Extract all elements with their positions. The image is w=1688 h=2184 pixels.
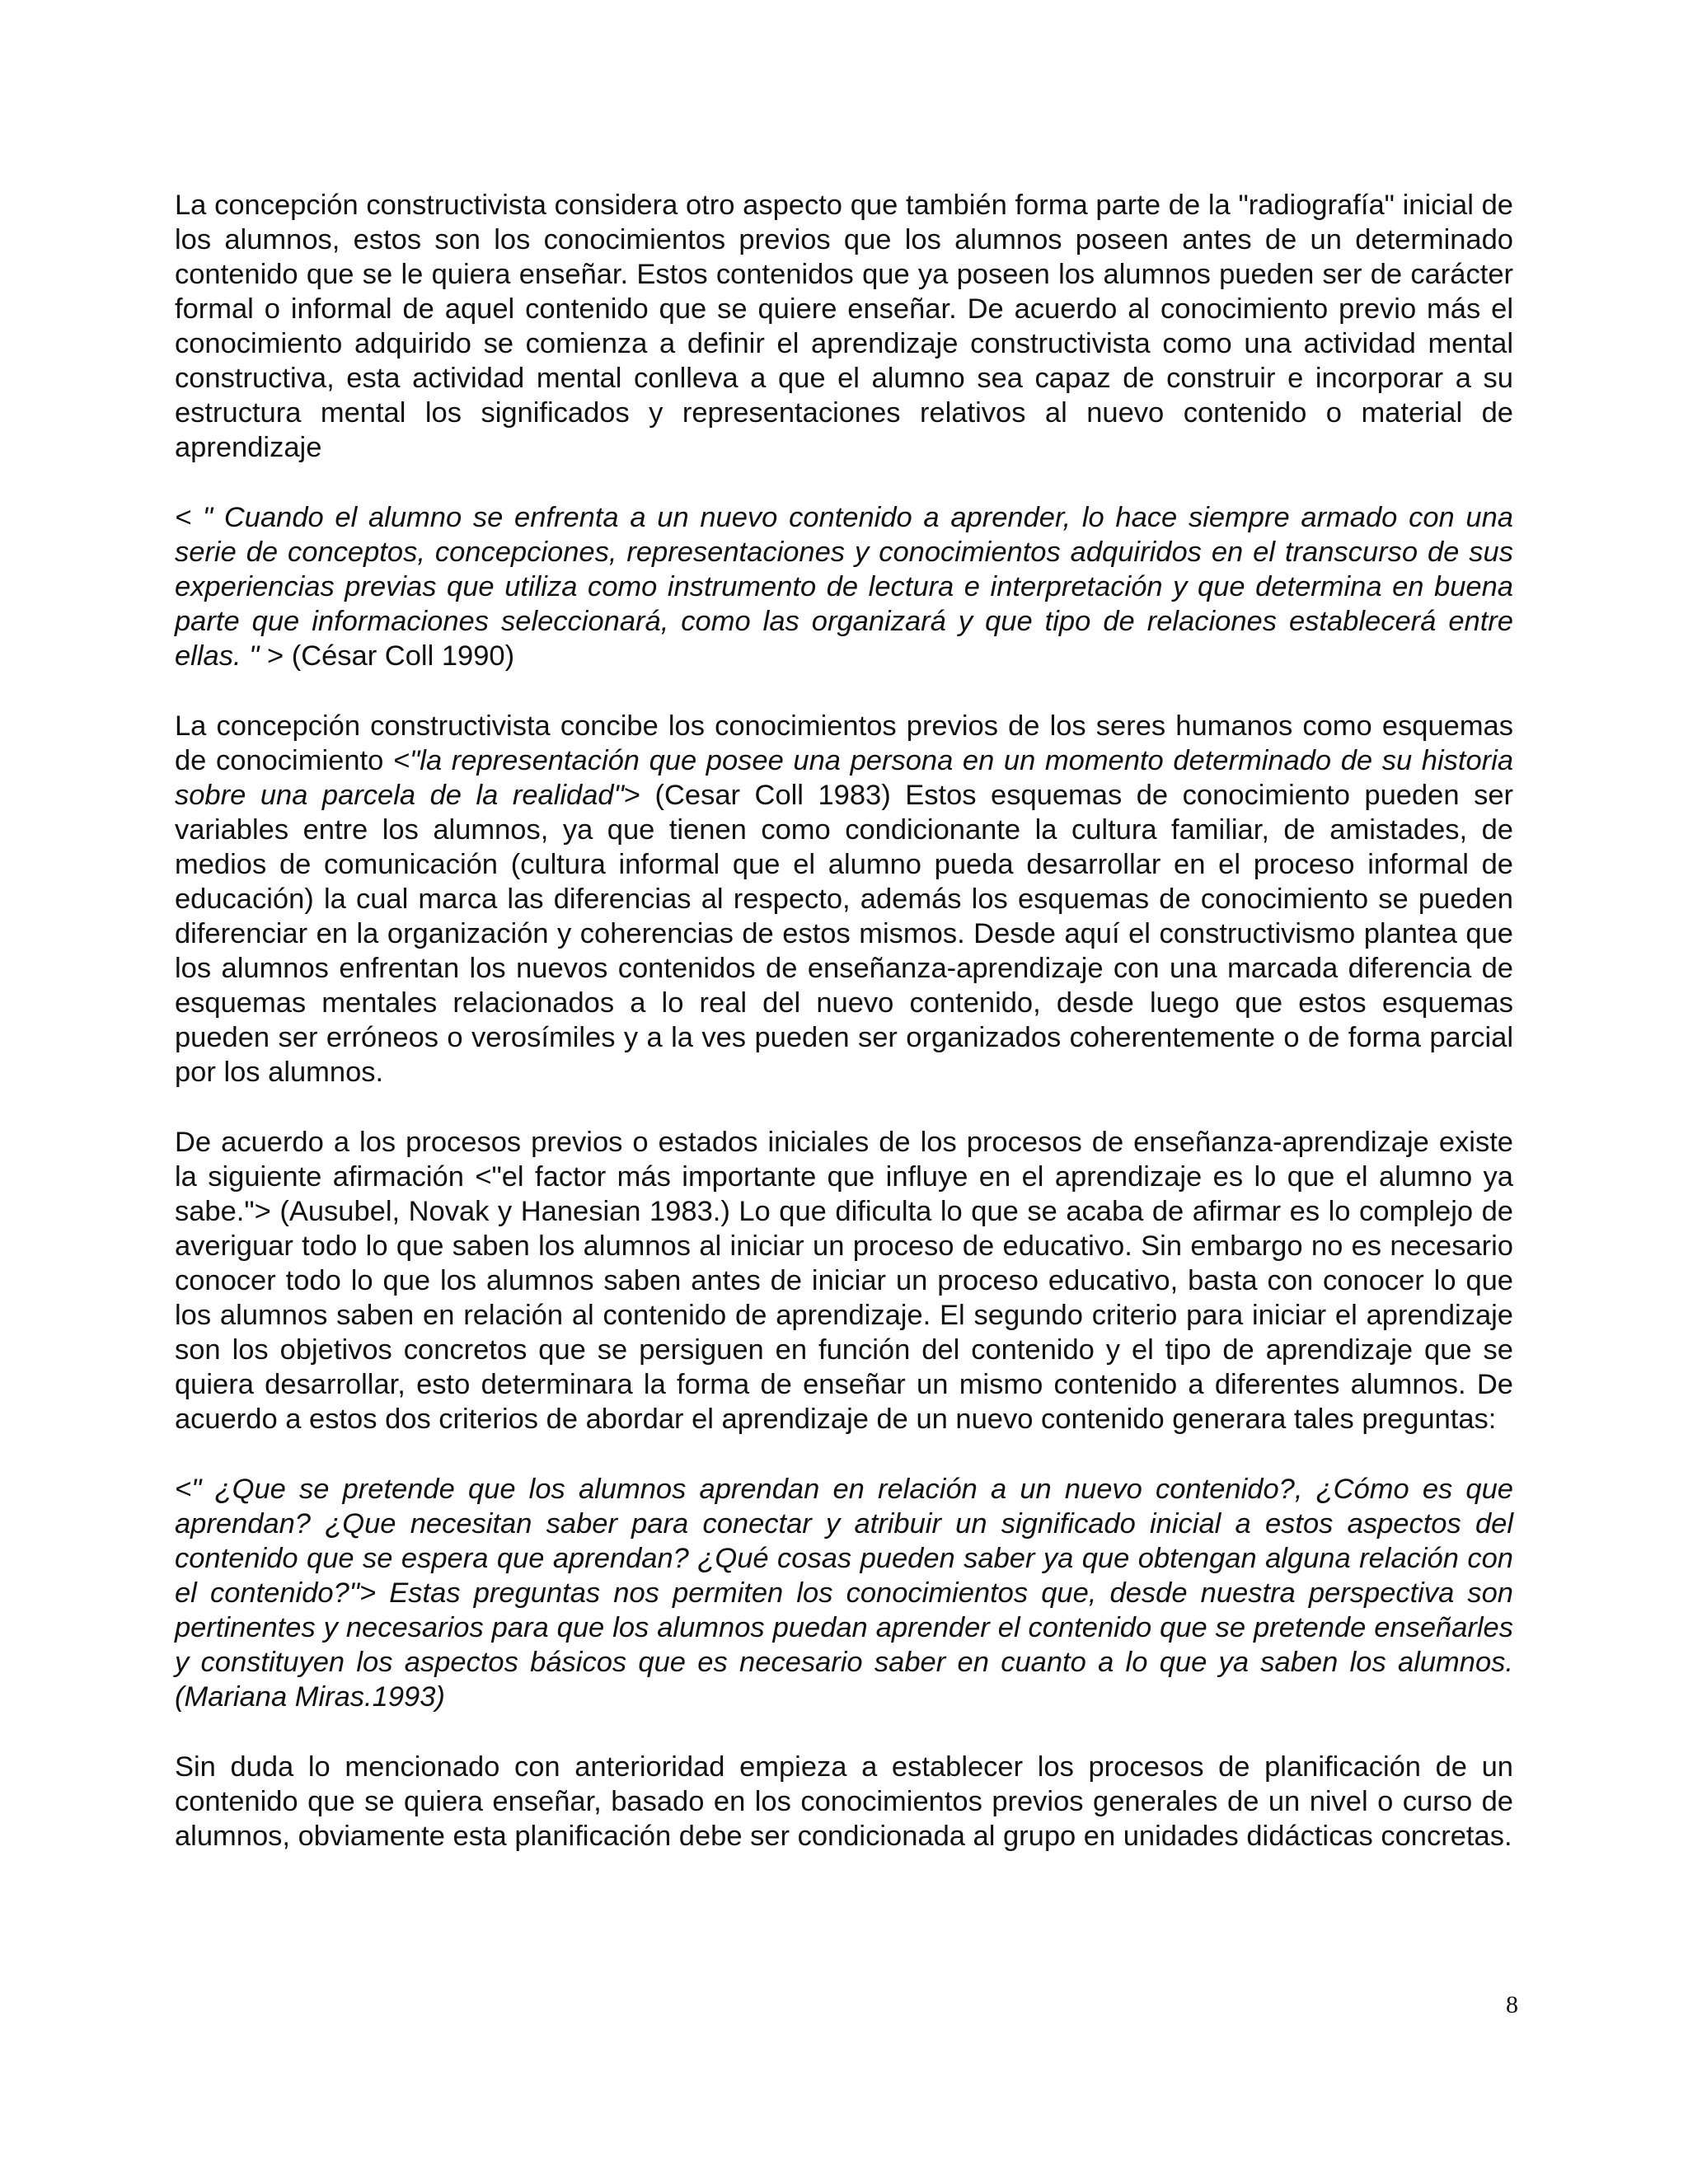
quote-coll-1990: < " Cuando el alumno se enfrenta a un nuevo contenido a aprender, lo hace siempre armado con una serie de conceptos, concepciones, representaciones y conocimientos adquiridos en el transcurso de sus experiencias previas que utiliza como instrumento de lectura e interpretación y que determina en buena parte que informaciones seleccionará, como las organizará y que tipo de relaciones establecerá entre ellas. "	[175, 502, 1513, 672]
page-number: 8	[1506, 1991, 1518, 2018]
citation-coll-1990: > (César Coll 1990)	[266, 640, 515, 672]
paragraph-text-continuation: > (Cesar Coll 1983) Estos esquemas de conocimiento pueden ser variables entre los alumnos, ya que tienen como condicionante la cultura familiar, de amistades, de medios de comunicación (cultura informal que el alumno pueda desarrollar en el proceso informal de educación) la cual marca las diferencias al respecto, además los esquemas de conocimiento se pueden diferenciar en la organización y coherencias de estos mismos. Desde aquí el constructivismo plantea que los alumnos enfrentan los nuevos contenidos de enseñanza-aprendizaje con una marcada diferencia de esquemas mentales relacionados a lo real del nuevo contenido, desde luego que estos esquemas pueden ser erróneos o verosímiles y a la ves pueden ser organizados coherentemente o de forma parcial por los alumnos.	[175, 780, 1514, 1088]
paragraph-prior-knowledge: La concepción constructivista considera otro aspecto que también forma parte de la "radiografía" inicial de los alumnos, estos son los conocimientos previos que los alumnos poseen antes de un determinado contenido que se le quiera enseñar. Estos contenidos que ya poseen los alumnos pueden ser de carácter formal o informal de aquel contenido que se quiere enseñar. De acuerdo al conocimiento previo más el conocimiento adquirido se comienza a definir el aprendizaje constructivista como una actividad mental constructiva, esta actividad mental conlleva a que el alumno sea capaz de construir e incorporar a su estructura mental los significados y representaciones relativos al nuevo contenido o material de aprendizaje	[175, 190, 1513, 463]
paragraph-initial-states: De acuerdo a los procesos previos o estados iniciales de los procesos de enseñanza-aprendizaje existe la siguiente afirmación <"el factor más importante que influye en el aprendizaje es lo que el alumno ya sabe."> (Ausubel, Novak y Hanesian 1983.) Lo que dificulta lo que se acaba de afirmar es lo complejo de averiguar todo lo que saben los alumnos al iniciar un proceso de educativo. Sin embargo no es necesario conocer todo lo que los alumnos saben antes de iniciar un proceso educativo, basta con conocer lo que los alumnos saben en relación al contenido de aprendizaje. El segundo criterio para iniciar el aprendizaje son los objetivos concretos que se persiguen en función del contenido y el tipo de aprendizaje que se quiera desarrollar, esto determinara la forma de enseñar un mismo contenido a diferentes alumnos. De acuerdo a estos dos criterios de abordar el aprendizaje de un nuevo contenido generara tales preguntas:	[175, 1127, 1513, 1435]
page-body	[175, 188, 1513, 1854]
paragraph-coll-1990-quote	[175, 500, 1513, 673]
paragraph-knowledge-schemas	[175, 709, 1513, 1090]
paragraph-text-lead: La concepción constructivista concibe los conocimientos previos de los seres humanos como esquemas de conocimiento	[175, 710, 1513, 776]
paragraph-planning: Sin duda lo mencionado con anterioridad empieza a establecer los procesos de planificación de un contenido que se quiera enseñar, basado en los conocimientos previos generales de un nivel o curso de alumnos, obviamente esta planificación debe ser condicionada al grupo en unidades didácticas concretas.	[175, 1751, 1513, 1852]
quote-coll-1983: <"la representación que posee una persona en un momento determinado de su historia sobre una parcela de la realidad"	[175, 745, 1514, 811]
paragraph-questions-quote: <" ¿Que se pretende que los alumnos aprendan en relación a un nuevo contenido?, ¿Cómo es que aprendan? ¿Que necesitan saber para conectar y atribuir un significado inicial a estos aspectos del contenido que se espera que aprendan? ¿Qué cosas pueden saber ya que obtengan alguna relación con el contenido?"> Estas preguntas nos permiten los conocimientos que, desde nuestra perspectiva son pertinentes y necesarios para que los alumnos puedan aprender el contenido que se pretende enseñarles y constituyen los aspectos básicos que es necesario saber en cuanto a lo que ya saben los alumnos. (Mariana Miras.1993)	[175, 1474, 1513, 1713]
